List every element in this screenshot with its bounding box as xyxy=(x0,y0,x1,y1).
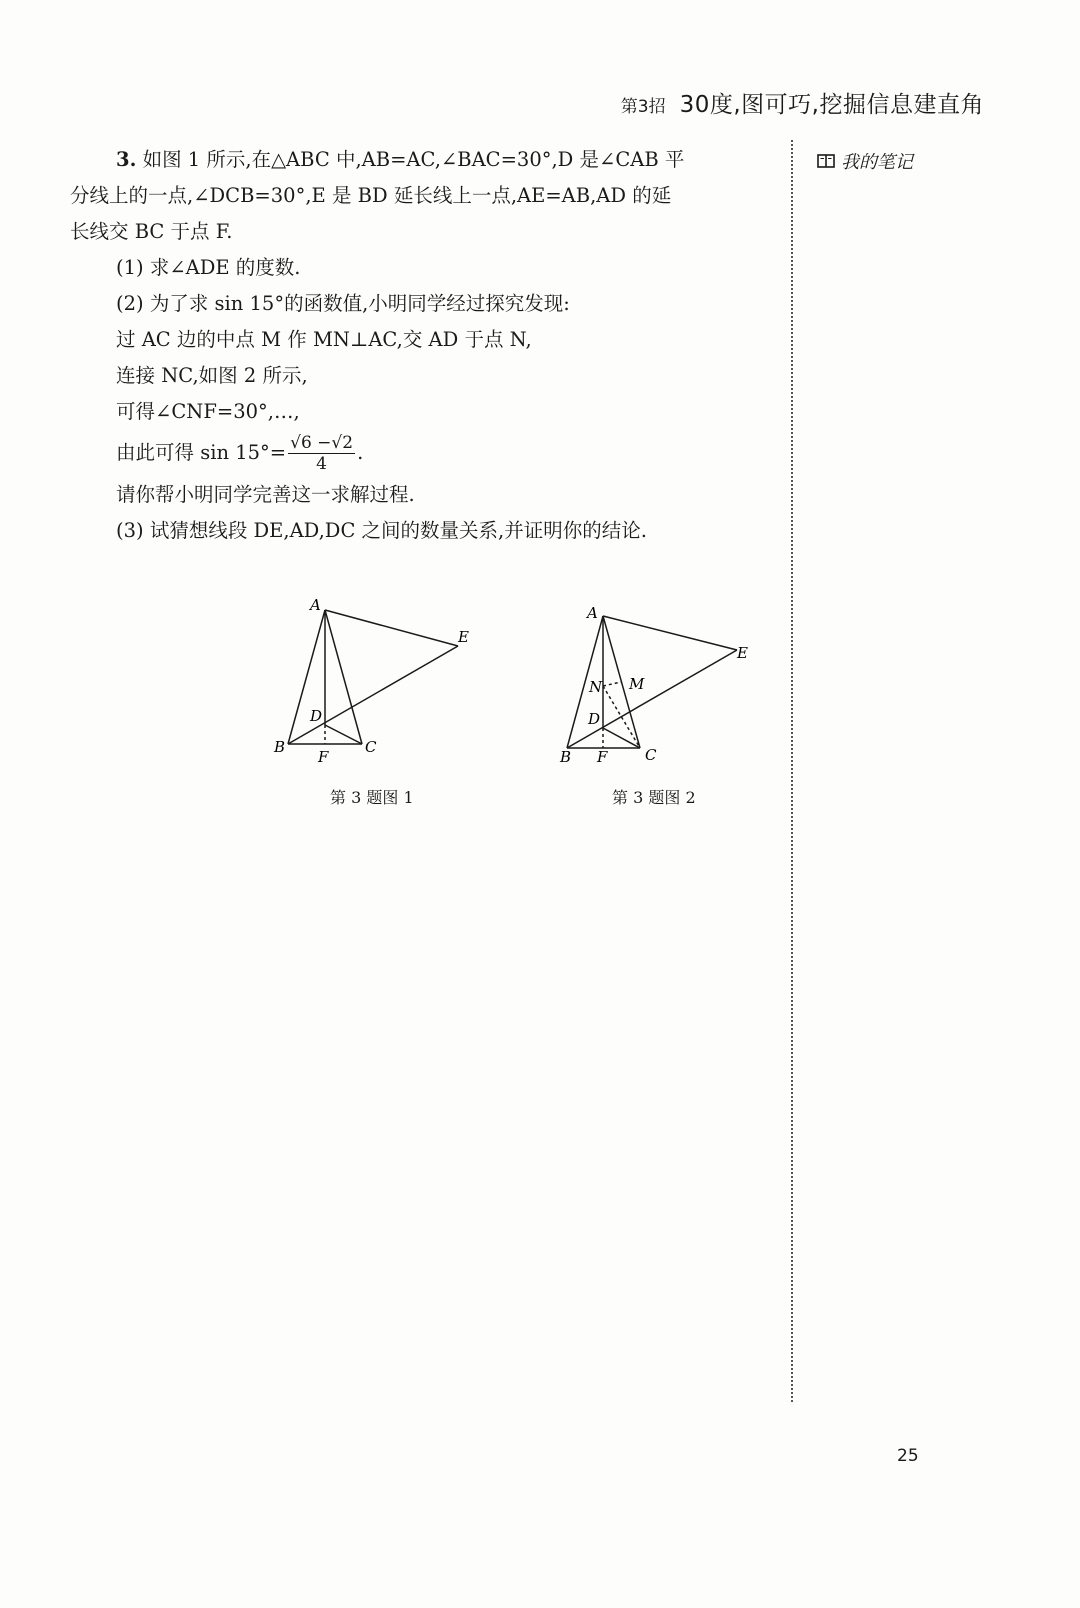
stem-text-1: 如图 1 所示,在△ABC 中,AB=AC,∠BAC=30°,D 是∠CAB 平 xyxy=(142,148,685,171)
fraction-denominator: 4 xyxy=(316,453,327,474)
segment-dc xyxy=(325,725,362,744)
part-2-line-2: 连接 NC,如图 2 所示, xyxy=(116,364,308,387)
figure-2-diagram xyxy=(555,598,755,778)
fraction-numerator: √6 −√2 xyxy=(290,433,354,453)
part-2-end: 请你帮小明同学完善这一求解过程. xyxy=(116,483,415,507)
part-2-result xyxy=(116,434,781,473)
label-a: A xyxy=(587,604,598,622)
figure-1-caption: 第 3 题图 1 xyxy=(330,788,414,807)
label-e: E xyxy=(458,628,469,646)
part-1: (1) 求∠ADE 的度数. xyxy=(116,256,301,279)
book-icon xyxy=(817,153,835,169)
question-stem-line-1 xyxy=(116,142,781,178)
chapter-title: 30度,图可巧,挖掘信息建直角 xyxy=(679,92,984,118)
segment-ae xyxy=(603,616,737,650)
figure-1-diagram xyxy=(270,592,480,772)
label-a: A xyxy=(310,596,321,614)
sin15-fraction xyxy=(288,434,355,473)
figure-1 xyxy=(270,592,480,772)
label-e: E xyxy=(737,644,748,662)
notes-label: 我的笔记 xyxy=(841,152,913,173)
question-stem-line-3: 长线交 BC 于点 F. xyxy=(70,220,233,243)
page-number: 25 xyxy=(897,1446,919,1466)
part-2-line-3: 可得∠CNF=30°,…, xyxy=(116,400,300,423)
running-header xyxy=(621,86,984,120)
label-f: F xyxy=(318,748,329,766)
segment-be xyxy=(288,646,458,744)
label-b: B xyxy=(274,738,286,756)
part-3: (3) 试猜想线段 DE,AD,DC 之间的数量关系,并证明你的结论. xyxy=(116,519,647,543)
part-2-line-1: 过 AC 边的中点 M 作 MN⊥AC,交 AD 于点 N, xyxy=(116,328,532,351)
figure-2-caption: 第 3 题图 2 xyxy=(612,788,696,807)
margin-divider xyxy=(791,140,793,1402)
figure-2 xyxy=(555,598,755,778)
question-3 xyxy=(70,142,781,549)
label-b: B xyxy=(560,748,572,766)
question-stem-line-2: 分线上的一点,∠DCB=30°,E 是 BD 延长线上一点,AE=AB,AD 的延 xyxy=(70,184,672,207)
result-prefix: 由此可得 sin 15°= xyxy=(116,441,287,465)
label-f: F xyxy=(597,748,608,766)
label-m: M xyxy=(629,675,645,693)
label-c: C xyxy=(645,746,657,764)
part-2-intro: (2) 为了求 sin 15°的函数值,小明同学经过探究发现: xyxy=(116,292,570,315)
question-number: 3. xyxy=(116,148,137,171)
label-n: N xyxy=(589,678,603,696)
notes-heading xyxy=(817,148,913,174)
label-d: D xyxy=(310,707,323,725)
segment-be xyxy=(567,650,737,748)
result-suffix: . xyxy=(357,441,364,465)
chapter-label: 第3招 xyxy=(620,97,666,117)
label-c: C xyxy=(365,738,377,756)
segment-nm xyxy=(603,682,621,686)
segment-ac xyxy=(325,610,362,744)
segment-ae xyxy=(325,610,458,646)
label-d: D xyxy=(588,710,601,728)
